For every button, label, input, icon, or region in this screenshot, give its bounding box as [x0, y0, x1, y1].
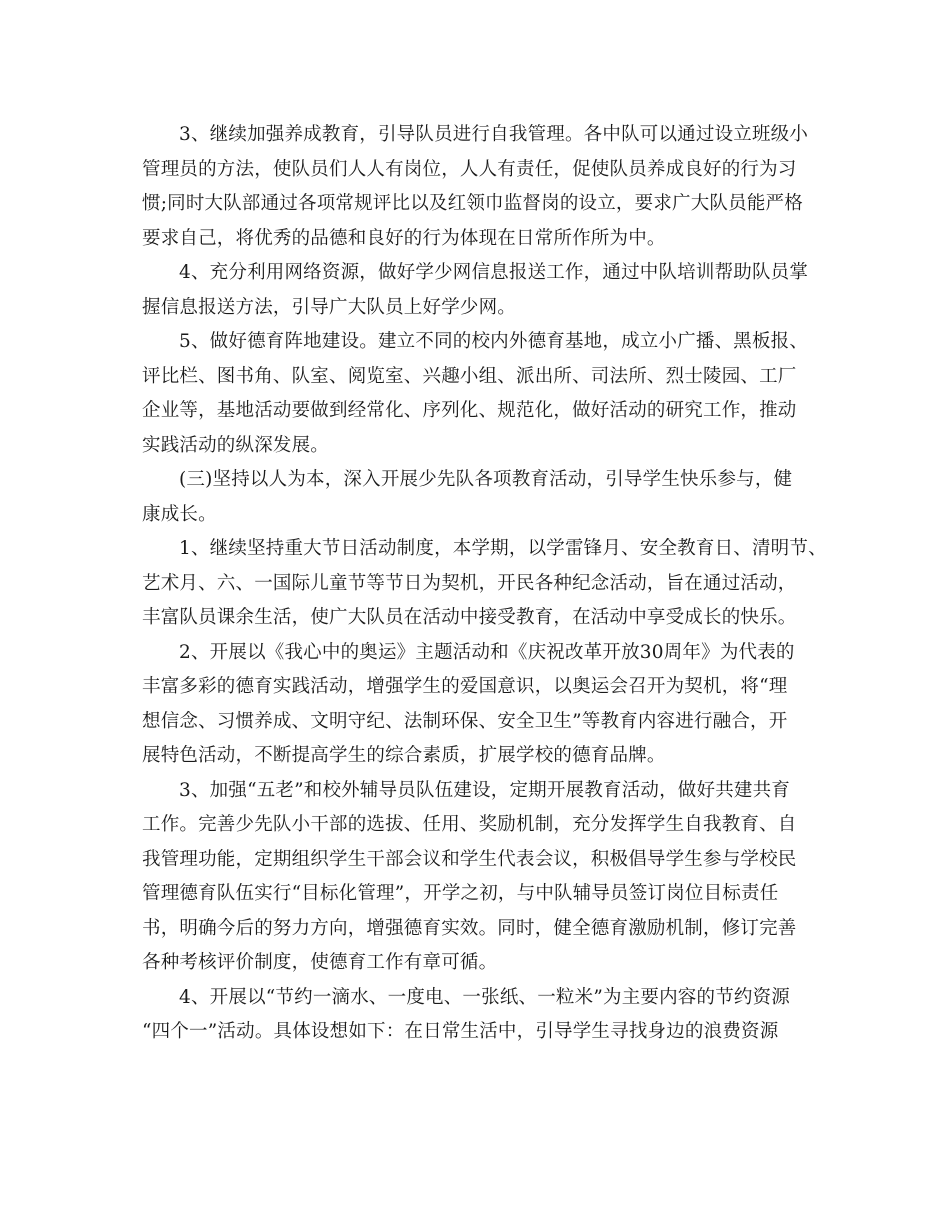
text-line: 管理员的方法，使队员们人人有岗位，人人有责任，促使队员养成良好的行为习: [142, 158, 797, 180]
text-line: 艺术月、六、一国际儿童节等节日为契机，开民各种纪念活动，旨在通过活动，: [142, 572, 797, 594]
document-body: [142, 118, 827, 1050]
text-line: 丰富队员课余生活，使广大队员在活动中接受教育，在活动中享受成长的快乐。: [142, 607, 797, 628]
text-line: 5、做好德育阵地建设。建立不同的校内外德育基地，成立小广播、黑板报、: [179, 331, 809, 352]
text-line: 3、继续加强养成教育，引导队员进行自我管理。各中队可以通过设立班级小: [179, 124, 809, 145]
text-line: 1、继续坚持重大节日活动制度，本学期，以学雷锋月、安全教育日、清明节、: [179, 538, 827, 559]
paragraph: [142, 981, 817, 1050]
text-line: 惯;同时大队部通过各项常规评比以及红领巾监督岗的设立，要求广大队员能严格: [142, 193, 803, 214]
text-line: 4、开展以“节约一滴水、一度电、一张纸、一粒米”为主要内容的节约资源: [179, 986, 790, 1008]
section-heading: [142, 463, 817, 532]
paragraph: [142, 325, 817, 463]
text-line: 丰富多彩的德育实践活动，增强学生的爱国意识，以奥运会召开为契机，将“理: [142, 676, 788, 697]
paragraph: [142, 774, 817, 981]
text-line: 要求自己，将优秀的品德和良好的行为体现在日常所作所为中。: [142, 227, 666, 249]
paragraph: [142, 532, 827, 636]
text-line: 握信息报送方法，引导广大队员上好学少网。: [142, 296, 517, 318]
text-line: 我管理功能，定期组织学生干部会议和学生代表会议，积极倡导学生参与学校民: [142, 848, 797, 870]
text-line: 想信念、习惯养成、文明守纪、法制环保、安全卫生”等教育内容进行融合，开: [142, 710, 788, 732]
text-line: 3、加强“五老”和校外辅导员队伍建设，定期开展教育活动，做好共建共育: [179, 779, 790, 801]
text-line: “四个一”活动。具体设想如下：在日常生活中，引导学生寻找身边的浪费资源: [142, 1021, 779, 1042]
text-line: 评比栏、图书角、队室、阅览室、兴趣小组、派出所、司法所、烈士陵园、工厂: [142, 365, 797, 387]
text-line: 管理德育队伍实行“目标化管理”，开学之初，与中队辅导员签订岗位目标责任: [142, 883, 779, 904]
text-line: 展特色活动，不断提高学生的综合素质，扩展学校的德育品牌。: [142, 745, 666, 766]
paragraph: [142, 118, 817, 256]
paragraph: [142, 256, 817, 325]
text-line: 工作。完善少先队小干部的选拔、任用、奖励机制，充分发挥学生自我教育、自: [142, 814, 797, 835]
text-line: 4、充分利用网络资源，做好学少网信息报送工作，通过中队培训帮助队员掌: [179, 262, 809, 283]
text-line: 2、开展以《我心中的奥运》主题活动和《庆祝改革开放30周年》为代表的: [179, 641, 795, 663]
text-line: 书，明确今后的努力方向，增强德育实效。同时，健全德育激励机制，修订完善: [142, 917, 797, 939]
text-line: 企业等，基地活动要做到经常化、序列化、规范化，做好活动的研究工作，推动: [142, 400, 797, 421]
text-line: 各种考核评价制度，使德育工作有章可循。: [142, 952, 498, 973]
text-line: (三)坚持以人为本，深入开展少先队各项教育活动，引导学生快乐参与，健: [179, 469, 793, 490]
text-line: 康成长。: [142, 503, 217, 525]
text-line: 实践活动的纵深发展。: [142, 434, 330, 456]
paragraph: [142, 636, 817, 774]
